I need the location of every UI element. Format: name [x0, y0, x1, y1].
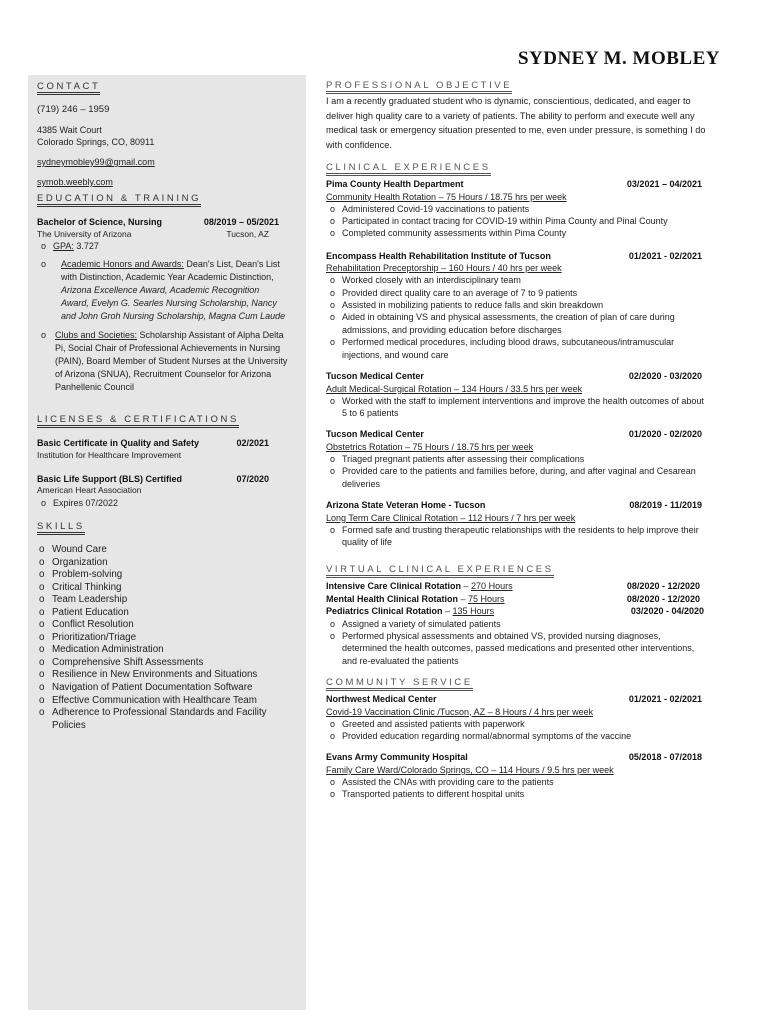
experience-header [326, 250, 708, 263]
experience-bullet: o Transported patients to different hospital units [326, 788, 708, 800]
contact-heading: CONTACT [37, 81, 100, 95]
objective-text: I am a recently graduated student who is dynamic, conscientious, dedicated, and eager to deliver high quality care to a variety of patients. The ability to perform and execute well any medical task or emergency situation presented to me, even under pressure, is something I do with confidence. [326, 96, 706, 150]
license-title: Basic Certificate in Quality and Safety [37, 438, 200, 448]
experience-org: Evans Army Community Hospital [326, 752, 468, 763]
experience-bullets [326, 718, 708, 743]
skill-item: o Wound Care [37, 544, 292, 557]
experience-bullet: o Assisted in mobilizing patients to reduce falls and skin breakdown [326, 299, 708, 311]
address-line2: Colorado Springs, CO, 80911 [37, 137, 155, 147]
skill-item: o Problem-solving [37, 569, 292, 582]
experience-role: Long Term Care Clinical Rotation – 112 Hours / 7 hrs per week [326, 512, 576, 523]
experience-item [326, 693, 708, 742]
experience-dates: 05/2018 - 07/2018 [628, 752, 702, 763]
community-section [326, 677, 708, 801]
experience-bullets [326, 453, 708, 490]
education-section [37, 193, 292, 394]
license-item [37, 437, 292, 461]
experience-role: Covid-19 Vaccination Clinic /Tucson, AZ – 8 Hours / 4 hrs per week [326, 706, 594, 717]
experience-header [326, 693, 708, 706]
experience-dates: 01/2021 - 02/2021 [628, 694, 702, 704]
virtual-heading: VIRTUAL CLINICAL EXPERIENCES [326, 564, 554, 578]
experience-bullet: o Worked closely with an interdisciplinary team [326, 274, 708, 286]
objective-section [326, 80, 708, 152]
virtual-rotation-hours: 75 Hours [468, 593, 505, 604]
experience-bullet: o Provided education regarding normal/abnormal symptoms of the vaccine [326, 730, 708, 742]
experience-bullets [326, 395, 708, 420]
candidate-name: SYDNEY M. MOBLEY [517, 48, 720, 69]
skill-item: o Patient Education [37, 607, 292, 620]
gpa-value: 3.727 [73, 240, 99, 251]
skill-item: o Prioritization/Triage [37, 632, 292, 645]
honors-awards: Arizona Excellence Award, Academic Recognition Award, Evelyn G. Searles Nursing Scholarship, Nancy and John Groh Nursing Scholarship, Magna Cum Laude [61, 284, 286, 321]
virtual-separator: – [461, 581, 472, 591]
license-item [37, 473, 292, 510]
email-link[interactable]: sydneymobley99@gmail.com [37, 157, 155, 167]
experience-item [326, 250, 708, 361]
clinical-section [326, 162, 708, 548]
virtual-rotation-dates: 08/2020 - 12/2020 [626, 593, 700, 604]
experience-dates: 03/2021 – 04/2021 [626, 179, 702, 189]
license-row [37, 473, 269, 486]
license-title: Basic Life Support (BLS) Certified [37, 473, 183, 484]
community-heading: COMMUNITY SERVICE [326, 677, 473, 691]
virtual-rotation-name: Intensive Care Clinical Rotation [326, 581, 462, 591]
experience-bullet: o Worked with the staff to implement interventions and improve the health outcomes of about 5 to 6 patients [326, 395, 708, 420]
skill-item: o Comprehensive Shift Assessments [37, 657, 292, 670]
experience-role: Family Care Ward/Colorado Springs, CO – 114 Hours / 9.5 hrs per week [326, 764, 614, 775]
virtual-rotation-left [326, 593, 505, 606]
experience-bullet: o Triaged pregnant patients after assessing their complications [326, 453, 708, 465]
skill-item: o Conflict Resolution [37, 619, 292, 632]
virtual-section [326, 564, 708, 667]
experience-dates: 02/2020 - 03/2020 [628, 371, 702, 382]
skills-heading: SKILLS [37, 521, 85, 535]
licenses-heading: LICENSES & CERTIFICATIONS [37, 414, 239, 428]
virtual-separator: – [458, 593, 469, 604]
honors-item [37, 258, 289, 323]
phone: (719) 246 – 1959 [37, 104, 110, 115]
license-issuer: American Heart Association [37, 485, 142, 495]
experience-dates: 01/2021 - 02/2021 [628, 250, 702, 261]
degree-dates: 08/2019 – 05/2021 [203, 217, 279, 227]
honors-label: Academic Honors and Awards: [61, 258, 184, 269]
experience-header [326, 370, 708, 383]
clinical-heading: CLINICAL EXPERIENCES [326, 162, 491, 176]
skill-item: o Resilience in New Environments and Situations [37, 669, 292, 682]
gpa-item [37, 240, 289, 252]
experience-bullet: o Participated in contact tracing for COVID-19 within Pima County and Pinal County [326, 215, 708, 227]
school: The University of Arizona [37, 228, 132, 239]
degree: Bachelor of Science, Nursing [37, 217, 163, 227]
experience-header [326, 499, 708, 512]
clubs-text: Scholarship Assistant of Alpha Delta Pi, Social Chair of Professional Achievements in Nursing (PAIN), Board Member of Student Nurses at the University of Arizona (SNUA), Recruitment Counselor for Arizona Panhellenic Council [55, 329, 288, 392]
virtual-rotation-dates: 03/2020 - 04/2020 [630, 606, 704, 616]
license-date: 02/2021 [236, 438, 269, 448]
experience-org: Pima County Health Department [326, 179, 464, 189]
virtual-rotation-name: Pediatrics Clinical Rotation [326, 606, 443, 616]
experience-bullets [326, 203, 708, 240]
experience-bullet: o Formed safe and trusting therapeutic relationships with the residents to help improve their quality of life [326, 524, 708, 549]
virtual-rotation-hours: 270 Hours [471, 581, 513, 591]
experience-item [326, 751, 708, 800]
experience-bullet: o Greeted and assisted patients with paperwork [326, 718, 708, 730]
experience-header [326, 751, 708, 764]
gpa-label: GPA: [53, 240, 74, 251]
skill-item: o Team Leadership [37, 594, 292, 607]
experience-role: Community Health Rotation – 75 Hours / 18.75 hrs per week [326, 191, 567, 202]
experience-bullet: o Administered Covid-19 vaccinations to patients [326, 203, 708, 215]
school-location: Tucson, AZ [226, 228, 269, 239]
experience-bullet: o Assisted the CNAs with providing care to the patients [326, 776, 708, 788]
experience-dates: 08/2019 - 11/2019 [629, 500, 702, 511]
license-bullets [37, 497, 292, 509]
virtual-bullet: o Assigned a variety of simulated patients [326, 618, 708, 630]
experience-bullet: o Completed community assessments within Pima County [326, 227, 708, 239]
experience-item [326, 499, 708, 548]
virtual-separator: – [442, 606, 453, 616]
experience-item [326, 428, 708, 490]
experience-bullet: o Aided in obtaining VS and physical assessments, the creation of plan of care during admissions, and providing education before discharges [326, 311, 708, 336]
experience-bullet: o Provided direct quality care to an average of 7 to 9 patients [326, 287, 708, 299]
address-line1: 4385 Wait Court [37, 125, 102, 135]
virtual-rotation-name: Mental Health Clinical Rotation [326, 593, 459, 604]
objective-heading: PROFESSIONAL OBJECTIVE [326, 80, 512, 94]
website-link[interactable]: symob.weebly.com [37, 177, 113, 187]
experience-dates: 01/2020 - 02/2020 [628, 429, 702, 440]
experience-bullet: o Provided care to the patients and families before, during, and after vaginal and Cesarean deliveries [326, 465, 708, 490]
license-row [37, 437, 269, 450]
skill-item: o Effective Communication with Healthcare Team [37, 695, 292, 708]
license-issuer: Institution for Healthcare Improvement [37, 449, 182, 460]
experience-role: Adult Medical-Surgical Rotation – 134 Hours / 33.5 hrs per week [326, 383, 583, 394]
experience-bullets [326, 776, 708, 801]
experience-header [326, 178, 708, 191]
experience-bullets [326, 274, 708, 361]
skill-item: o Navigation of Patient Documentation Software [37, 682, 292, 695]
clubs-item [37, 329, 289, 394]
skills-section [37, 521, 292, 732]
license-date: 07/2020 [236, 473, 269, 484]
skill-item: o Organization [37, 557, 292, 570]
virtual-rotation-left [326, 605, 494, 618]
education-heading: EDUCATION & TRAINING [37, 193, 201, 207]
experience-bullets [326, 524, 708, 549]
licenses-section [37, 414, 292, 509]
experience-org: Tucson Medical Center [326, 371, 424, 382]
experience-item [326, 178, 708, 240]
virtual-rotation-hours: 135 Hours [452, 606, 495, 616]
skill-item: o Critical Thinking [37, 582, 292, 595]
virtual-bullet: o Performed physical assessments and obtained VS, provided nursing diagnoses, determined the health outcomes, passed medications and presented other interventions, and re-evaluated the patients [326, 630, 708, 667]
experience-role: Obstetrics Rotation – 75 Hours / 18.75 hrs per week [326, 441, 534, 452]
skill-item: o Medication Administration [37, 644, 292, 657]
experience-org: Tucson Medical Center [326, 429, 424, 440]
experience-header [326, 428, 708, 441]
virtual-rotation [326, 580, 708, 593]
virtual-rotation-left [326, 580, 513, 593]
experience-bullet: o Performed medical procedures, including blood draws, subcutaneous/intramuscular injections, and wound care [326, 336, 708, 361]
experience-org: Northwest Medical Center [326, 694, 437, 704]
clubs-label: Clubs and Societies: [55, 329, 138, 340]
experience-org: Encompass Health Rehabilitation Institute of Tucson [326, 250, 551, 261]
contact-section [37, 81, 292, 188]
experience-role: Rehabilitation Preceptorship – 160 Hours / 40 hrs per week [326, 263, 562, 274]
experience-item [326, 370, 708, 419]
experience-org: Arizona State Veteran Home - Tucson [326, 500, 486, 511]
virtual-rotation [326, 605, 708, 618]
license-bullet: o Expires 07/2022 [37, 497, 292, 509]
honors-text: Dean's List, Dean's List with Distinction, Academic Year Academic Distinction, [61, 258, 280, 282]
virtual-rotation [326, 593, 708, 606]
skill-item: o Adherence to Professional Standards and Facility Policies [37, 707, 292, 732]
virtual-rotation-dates: 08/2020 - 12/2020 [626, 581, 700, 591]
